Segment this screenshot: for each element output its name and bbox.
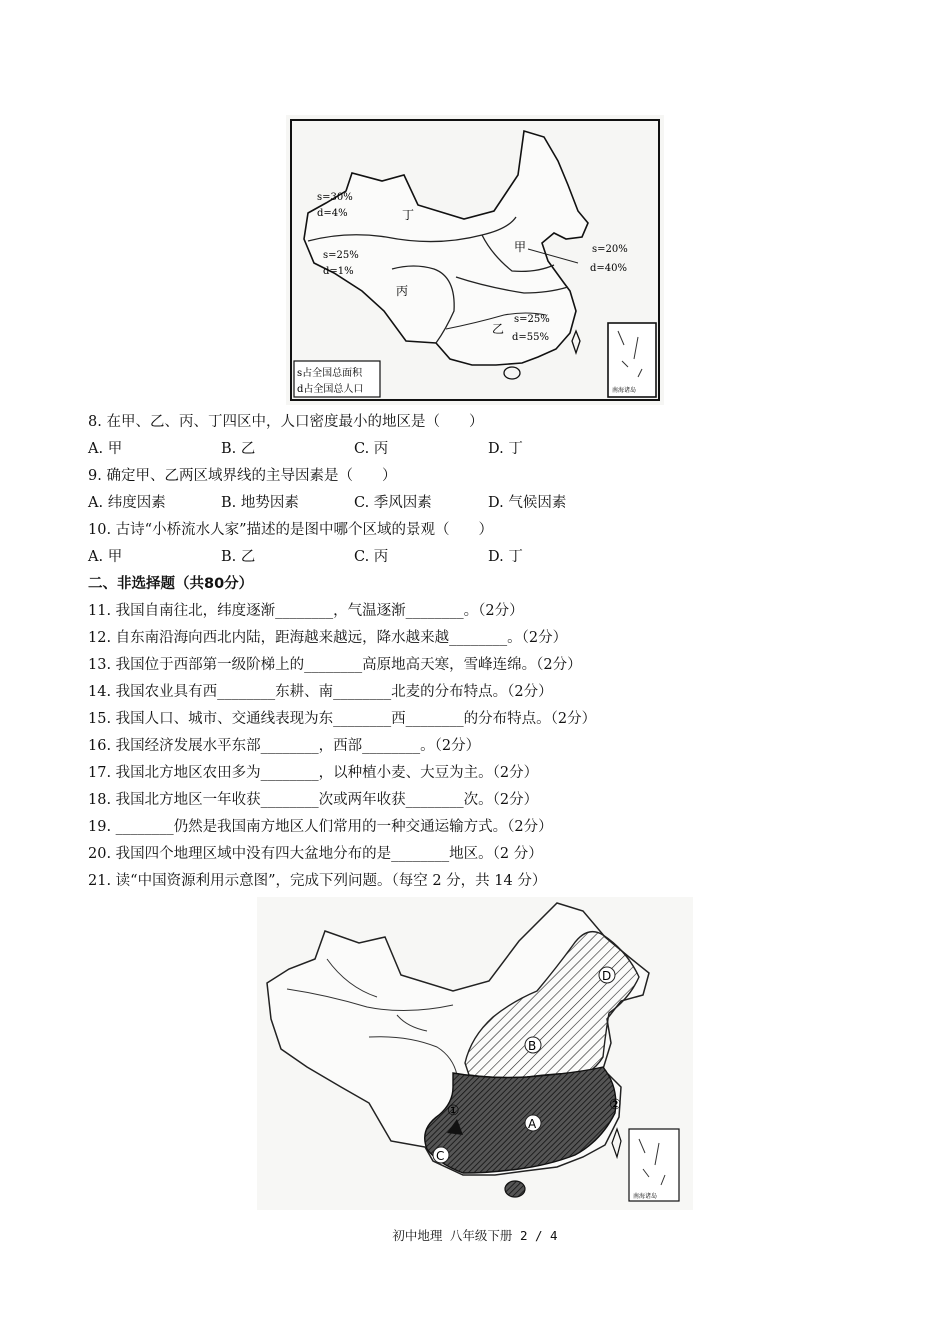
- taiwan-island-2: [612, 1129, 621, 1157]
- label-c: C: [436, 1149, 445, 1163]
- q8-option-a: A. 甲: [88, 441, 123, 457]
- question-14: 14. 我国农业具有西________东耕、南________北麦的分布特点。（2分）: [88, 684, 553, 700]
- region-ding-label: 丁: [402, 208, 415, 222]
- yi-s-label: s=25%: [514, 314, 550, 325]
- resource-map-figure: [257, 897, 693, 1210]
- label-circle-2: ②: [609, 1097, 622, 1113]
- bing-s-label: s=25%: [323, 250, 359, 261]
- legend-line-2: d占全国总人口: [297, 384, 364, 395]
- q9-option-d: D. 气候因素: [488, 495, 567, 511]
- region-jia-label: 甲: [514, 240, 527, 254]
- question-15: 15. 我国人口、城市、交通线表现为东________西________的分布特点。（2分）: [88, 711, 597, 727]
- ding-s-label: s=30%: [317, 192, 353, 203]
- resource-map-svg: [257, 897, 693, 1210]
- hainan-island: [504, 367, 520, 379]
- question-17: 17. 我国北方地区农田多为________，以种植小麦、大豆为主。（2分）: [88, 765, 539, 781]
- china-outline: [304, 131, 588, 365]
- q10-option-b: B. 乙: [221, 549, 256, 565]
- label-circle-1: ①: [447, 1103, 460, 1119]
- q9-option-b: B. 地势因素: [221, 495, 299, 511]
- question-19: 19. ________仍然是我国南方地区人们常用的一种交通运输方式。（2分）: [88, 819, 553, 835]
- label-a: A: [528, 1117, 537, 1131]
- jia-s-label: s=20%: [592, 244, 628, 255]
- label-d: D: [602, 969, 612, 983]
- label-b: B: [528, 1039, 537, 1053]
- question-21: 21. 读“中国资源利用示意图”，完成下列问题。（每空 2 分，共 14 分）: [88, 873, 547, 889]
- question-13: 13. 我国位于西部第一级阶梯上的________高原地高天寒，雪峰连绵。（2分）: [88, 657, 582, 673]
- q9-option-c: C. 季风因素: [354, 495, 432, 511]
- q10-option-d: D. 丁: [488, 549, 523, 565]
- q9-option-a: A. 纬度因素: [88, 495, 166, 511]
- q8-option-c: C. 丙: [354, 441, 389, 457]
- page-footer: 初中地理 八年级下册 2 / 4: [392, 1228, 558, 1243]
- inset-label-2: 南海诸岛: [633, 1193, 658, 1200]
- legend-line-1: s占全国总面积: [297, 368, 363, 379]
- yi-d-label: d=55%: [512, 332, 550, 343]
- hainan-island-2: [505, 1181, 525, 1197]
- question-12: 12. 自东南沿海向西北内陆，距海越来越远，降水越来越________。（2分）: [88, 630, 568, 646]
- question-10-stem: 10. 古诗“小桥流水人家”描述的是图中哪个区域的景观（ ）: [88, 522, 493, 538]
- q8-option-d: D. 丁: [488, 441, 523, 457]
- question-8-stem: 8. 在甲、乙、丙、丁四区中，人口密度最小的地区是（ ）: [88, 414, 484, 430]
- region-yi-label: 乙: [492, 322, 505, 336]
- bing-d-label: d=1%: [323, 266, 354, 277]
- region-a-c-area: [425, 1067, 616, 1173]
- question-18: 18. 我国北方地区一年收获________次或两年收获________次。（2分）: [88, 792, 539, 808]
- region-map-figure: [286, 115, 664, 405]
- question-20: 20. 我国四个地理区域中没有四大盆地分布的是________地区。（2 分）: [88, 846, 543, 862]
- region-bing-label: 丙: [396, 284, 409, 298]
- south-sea-inset-2: [629, 1129, 679, 1201]
- taiwan-island: [572, 331, 580, 353]
- question-16: 16. 我国经济发展水平东部________，西部________。（2分）: [88, 738, 481, 754]
- section-2-heading: 二、非选择题（共80分）: [88, 576, 254, 592]
- jia-d-label: d=40%: [590, 263, 628, 274]
- inset-label: 南海诸岛: [612, 387, 637, 394]
- q8-option-b: B. 乙: [221, 441, 256, 457]
- question-11: 11. 我国自南往北，纬度逐渐________，气温逐渐________。（2分）: [88, 603, 524, 619]
- ding-d-label: d=4%: [317, 208, 348, 219]
- q10-option-c: C. 丙: [354, 549, 389, 565]
- region-map-svg: [286, 115, 664, 405]
- south-sea-inset: [608, 323, 656, 397]
- question-9-stem: 9. 确定甲、乙两区域界线的主导因素是（ ）: [88, 468, 397, 484]
- q10-option-a: A. 甲: [88, 549, 123, 565]
